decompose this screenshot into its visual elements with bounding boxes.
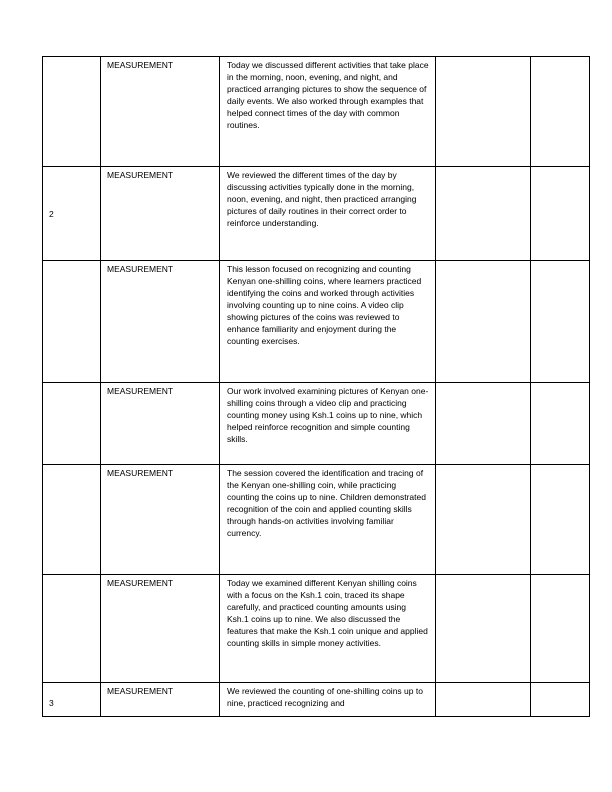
notes-cell <box>220 57 436 167</box>
empty-cell <box>531 167 590 261</box>
strand-cell <box>101 683 220 717</box>
strand-cell <box>101 261 220 383</box>
table-row <box>43 683 590 717</box>
lesson-notes: Today we examined different Kenyan shilling coins with a focus on the Ksh.1 coin, traced its shape carefully, and practiced counting amounts using Ksh.1 coins up to nine. We also discussed the features that make the Ksh.1 coin unique and applied counting skills in simple money activities. <box>227 578 428 648</box>
week-number: 3 <box>49 698 54 708</box>
lesson-notes: This lesson focused on recognizing and counting Kenyan one-shilling coins, where learners practiced identifying the coins and worked through activities involving counting up to nine coins. A video clip showing pictures of the coins was reviewed to enhance familiarity and enjoyment during the counting exercises. <box>227 264 422 346</box>
strand-cell <box>101 575 220 683</box>
empty-cell <box>531 57 590 167</box>
notes-cell <box>220 383 436 465</box>
table-row <box>43 575 590 683</box>
table-row <box>43 465 590 575</box>
lesson-notes: Our work involved examining pictures of Kenyan one-shilling coins through a video clip and practicing counting money using Ksh.1 coins up to nine, which helped reinforce recognition and simple counting skills. <box>227 386 429 444</box>
strand-label: MEASUREMENT <box>107 264 174 274</box>
strand-label: MEASUREMENT <box>107 60 174 70</box>
week-cell <box>43 57 101 167</box>
table-row <box>43 167 590 261</box>
lesson-notes: The session covered the identification and tracing of the Kenyan one-shilling coin, while practicing counting the coins up to nine. Children demonstrated recognition of the coin and applied counting skills through hands-on activities involving familiar currency. <box>227 468 426 538</box>
empty-cell <box>436 383 531 465</box>
empty-cell <box>531 575 590 683</box>
notes-cell <box>220 167 436 261</box>
table-row <box>43 261 590 383</box>
strand-label: MEASUREMENT <box>107 578 174 588</box>
lesson-notes: We reviewed the different times of the day by discussing activities typically done in the morning, noon, evening, and night, then practiced arranging pictures of daily routines in their correct order to reinforce understanding. <box>227 170 417 228</box>
table-row <box>43 383 590 465</box>
empty-cell <box>436 683 531 717</box>
strand-cell <box>101 57 220 167</box>
strand-label: MEASUREMENT <box>107 468 174 478</box>
strand-label: MEASUREMENT <box>107 386 174 396</box>
empty-cell <box>531 683 590 717</box>
week-cell <box>43 261 101 383</box>
empty-cell <box>436 261 531 383</box>
empty-cell <box>531 261 590 383</box>
notes-cell <box>220 575 436 683</box>
empty-cell <box>531 465 590 575</box>
week-cell <box>43 683 101 717</box>
strand-cell <box>101 383 220 465</box>
lesson-notes: We reviewed the counting of one-shilling coins up to nine, practiced recognizing and <box>227 686 423 708</box>
empty-cell <box>531 383 590 465</box>
lesson-record-table <box>42 56 590 717</box>
strand-label: MEASUREMENT <box>107 686 174 696</box>
empty-cell <box>436 167 531 261</box>
empty-cell <box>436 465 531 575</box>
notes-cell <box>220 465 436 575</box>
week-cell <box>43 383 101 465</box>
week-cell <box>43 575 101 683</box>
strand-label: MEASUREMENT <box>107 170 174 180</box>
strand-cell <box>101 167 220 261</box>
week-number: 2 <box>49 208 54 219</box>
notes-cell <box>220 261 436 383</box>
lesson-notes: Today we discussed different activities that take place in the morning, noon, evening, and night, and practiced arranging pictures to show the sequence of daily events. We also worked through examples that helped connect times of the day with common routines. <box>227 60 429 130</box>
empty-cell <box>436 57 531 167</box>
week-cell <box>43 465 101 575</box>
empty-cell <box>436 575 531 683</box>
table-row <box>43 57 590 167</box>
week-cell <box>43 167 101 261</box>
notes-cell <box>220 683 436 717</box>
strand-cell <box>101 465 220 575</box>
